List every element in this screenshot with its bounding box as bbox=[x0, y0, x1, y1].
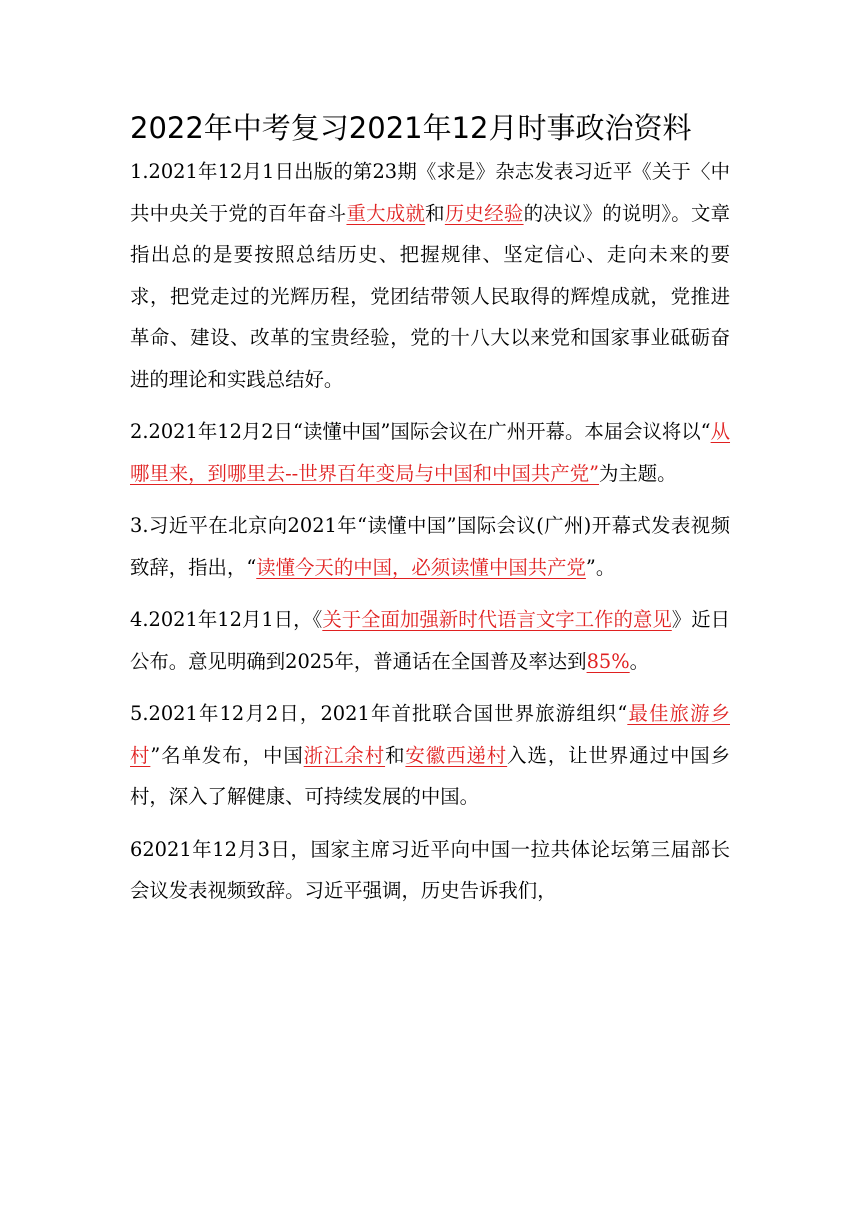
paragraph-text: 的决议》的说明》。文章指出总的是要按照总结历史、把握规律、坚定信心、走向未来的要求，把党走过的光辉历程，党团结带领人民取得的辉煌成就，党推进革命、建设、改革的宝贵经验，党的十八大以来党和国家事业砥砺奋进的理论和实践总结好。 bbox=[130, 201, 731, 391]
paragraph-text: 》近日公布。意见明确到2025年，普通话在全国普及率达到 bbox=[130, 608, 731, 673]
paragraph-text: 62021年12月3日，国家主席习近平向中国一拉共体论坛第三届部长会议发表视频致辞。习近平强调，历史告诉我们， bbox=[130, 837, 730, 902]
paragraph-text: ”。 bbox=[585, 555, 616, 579]
paragraph-text: 。 bbox=[629, 649, 650, 673]
paragraph-text: 和 bbox=[385, 743, 406, 767]
highlighted-phrase: 最佳旅游乡村 bbox=[130, 702, 730, 767]
highlighted-phrase: 历史经验 bbox=[444, 201, 524, 225]
paragraph-text: 为主题。 bbox=[599, 461, 677, 485]
highlighted-phrase: 重大成就 bbox=[346, 201, 426, 225]
highlighted-phrase: 关于全面加强新时代语言文字工作的意见 bbox=[322, 608, 672, 631]
highlighted-phrase: 安徽西递村 bbox=[405, 743, 508, 767]
highlighted-phrase: 浙江余村 bbox=[303, 743, 386, 767]
paragraph-text: 2.2021年12月2日“读懂中国”国际会议在广州开幕。本届会议将以“ bbox=[130, 420, 711, 443]
paragraph-4 bbox=[130, 599, 730, 682]
highlighted-phrase: 85% bbox=[586, 649, 630, 673]
paragraph-text: 3.习近平在北京向2021年“读懂中国”国际会议(广州)开幕式发表视频致辞，指出，“ bbox=[130, 514, 730, 579]
paragraph-text: 5.2021年12月2日，2021年首批联合国世界旅游组织“ bbox=[130, 702, 628, 725]
paragraph-text: 4.2021年12月1日，《 bbox=[130, 608, 323, 631]
paragraph-text: 入选，让世界通过中国乡村，深入了解健康、可持续发展的中国。 bbox=[130, 743, 731, 808]
paragraph-3 bbox=[130, 505, 730, 588]
highlighted-phrase: 读懂今天的中国，必须读懂中国共产党 bbox=[256, 555, 586, 579]
paragraph-2 bbox=[130, 411, 730, 494]
paragraph-5 bbox=[130, 693, 730, 818]
highlighted-phrase: 从哪里来，到哪里去--世界百年变局与中国和中国共产党” bbox=[130, 420, 731, 485]
paragraph-6 bbox=[130, 829, 730, 912]
paragraph-text: 和 bbox=[425, 201, 445, 225]
paragraph-text: ”名单发布，中国 bbox=[150, 743, 304, 767]
paragraph-text: 1.2021年12月1日出版的第23期《求是》杂志发表习近平《关于〈中共中央关于党的百年奋斗 bbox=[130, 160, 730, 225]
document-title: 2022年中考复习2021年12月时事政治资料 bbox=[130, 111, 692, 145]
document-body bbox=[130, 151, 730, 912]
paragraph-1 bbox=[130, 151, 730, 400]
